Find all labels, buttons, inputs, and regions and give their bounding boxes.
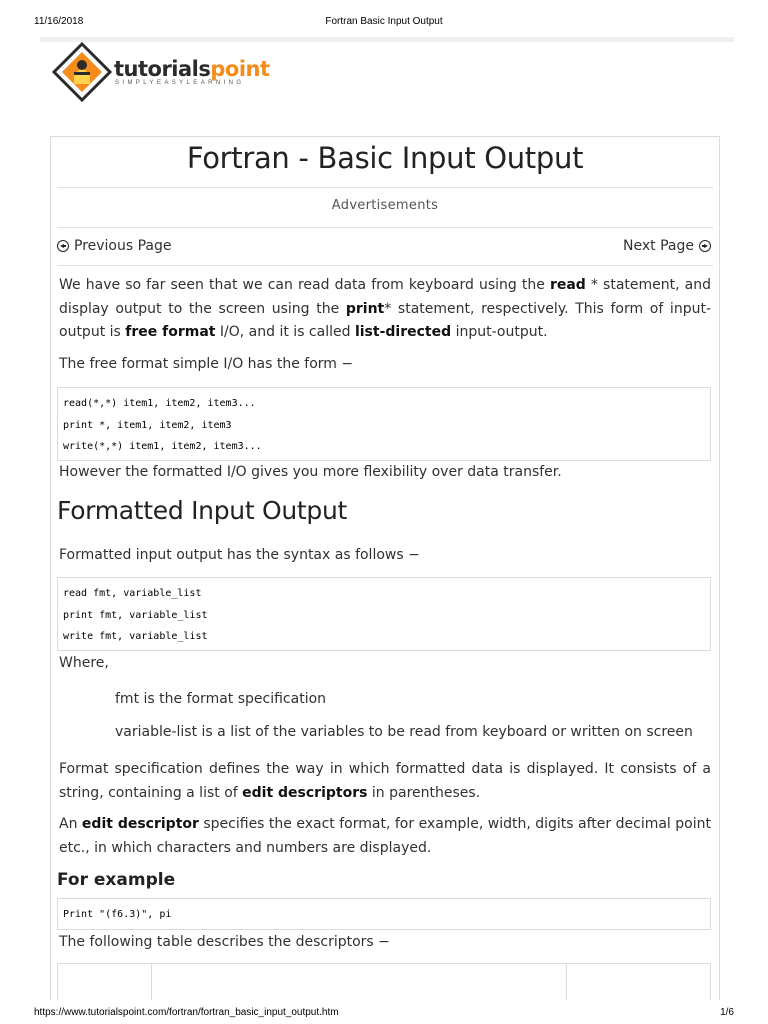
print-page-number: 1/6: [720, 1007, 734, 1018]
print-footer: [0, 1000, 768, 1024]
logo-icon: [50, 40, 116, 106]
page-title: Fortran - Basic Input Output: [186, 141, 584, 175]
previous-page-label: Previous Page: [74, 238, 172, 254]
next-page-label: Next Page: [623, 238, 694, 254]
print-url: https://www.tutorialspoint.com/fortran/fortran_basic_input_output.htm: [34, 1007, 339, 1018]
code-block-example: [57, 898, 711, 930]
circle-arrow-right-icon: [699, 240, 711, 252]
table-intro-text: The following table describes the descriptors −: [59, 934, 390, 950]
code-line: print *, item1, item2, item3: [63, 419, 232, 431]
code-block-formatted-syntax: [57, 577, 711, 651]
free-format-text: The free format simple I/O has the form −: [59, 356, 354, 372]
code-block-simple-io: [57, 387, 711, 461]
code-line: print fmt, variable_list: [63, 609, 208, 621]
code-line: read fmt, variable_list: [63, 588, 202, 599]
heading-for-example: For example: [57, 870, 176, 890]
print-date: 11/16/2018: [34, 16, 84, 27]
intro-paragraph: We have so far seen that we can read data from keyboard using the read * statement, and display output to the screen using the print* statement, respectively. This form of input-output is free format I/O, and it is called list-directed input-output.: [59, 277, 712, 340]
logo-tagline: SIMPLYEASYLEARNING: [115, 80, 245, 86]
edit-descriptor-paragraph: An edit descriptor specifies the exact format, for example, width, digits after decimal point etc., in which characters and numbers are displayed.: [59, 816, 711, 856]
list-item: fmt is the format specification: [115, 691, 327, 707]
heading-formatted-input-output: Formatted Input Output: [57, 496, 348, 525]
advertisements-label: Advertisements: [331, 198, 439, 213]
code-line: read(*,*) item1, item2, item3...: [63, 398, 256, 409]
title-divider: [57, 187, 713, 188]
where-text: Where,: [59, 655, 109, 671]
circle-arrow-left-icon: [57, 240, 69, 252]
format-spec-paragraph: Format specification defines the way in which formatted data is displayed. It consists of a string, containing a list of edit descriptors in parentheses.: [59, 761, 711, 801]
formatted-flexibility-text: However the formatted I/O gives you more flexibility over data transfer.: [59, 464, 562, 480]
code-line: Print "(f6.3)", pi: [63, 909, 172, 920]
article-card: [50, 136, 720, 1017]
print-doc-title: Fortran Basic Input Output: [325, 16, 443, 27]
nav-divider: [57, 265, 713, 266]
next-page-link[interactable]: [623, 238, 711, 254]
syntax-text: Formatted input output has the syntax as follows −: [59, 547, 420, 563]
code-line: write fmt, variable_list: [63, 631, 208, 642]
logo-wordmark: tutorialspoint: [114, 57, 270, 81]
previous-page-link[interactable]: [57, 238, 172, 254]
list-item: variable-list is a list of the variables to be read from keyboard or written on screen: [115, 724, 693, 740]
site-logo[interactable]: [50, 40, 290, 120]
print-header: [34, 16, 734, 32]
ads-divider: [57, 227, 713, 228]
code-line: write(*,*) item1, item2, item3...: [63, 441, 262, 452]
